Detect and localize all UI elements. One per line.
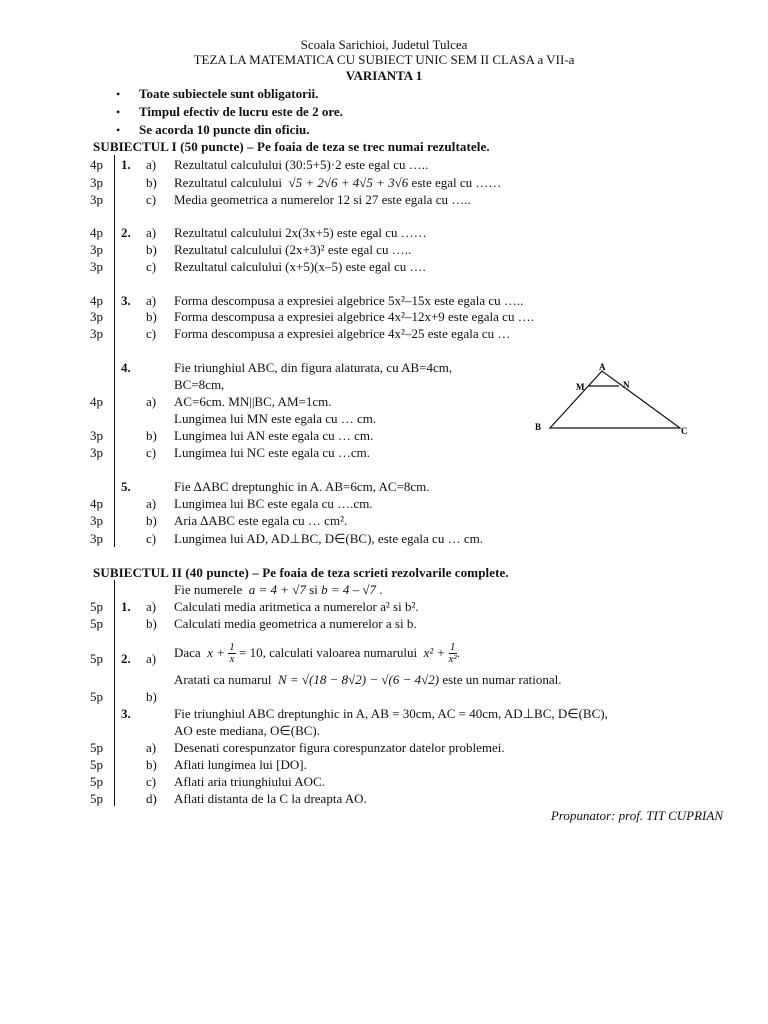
item-text: Daca x + $\frac{1}{x}$ = 10, calculati valoarea numarului x² + $\frac{1}{\text{x²}}$ . xyxy=(174,640,460,665)
item-letter: b) xyxy=(146,757,157,772)
fraction-one-over-x: $\frac{1}{x}$ xyxy=(229,640,235,665)
item-letter: c) xyxy=(146,445,157,460)
points: 3p xyxy=(90,192,103,207)
points: 4p xyxy=(90,293,103,308)
points: 3p xyxy=(90,309,103,324)
points: 5p xyxy=(90,599,103,614)
rule-item: Toate subiectele sunt obligatorii. xyxy=(139,86,319,101)
exam-title: TEZA LA MATEMATICA CU SUBIECT UNIC SEM II CLASA a VII-a xyxy=(193,52,575,67)
vertex-label-b: B xyxy=(535,422,542,432)
fraction-one-over-x2: $\frac{1}{\text{x²}}$ xyxy=(448,640,457,665)
item-text: AC=6cm. MN||BC, AM=1cm. xyxy=(174,394,332,409)
radical-expression: N = √(18 − 8√2) − √(6 − 4√2) xyxy=(277,672,440,687)
item-text: Aflati distanta de la C la dreapta AO. xyxy=(174,791,367,806)
radical-expression: √5 + 2√6 + 4√5 + 3√6 xyxy=(288,175,409,190)
item-letter: c) xyxy=(146,326,157,341)
item-text: AO este mediana, O∈(BC). xyxy=(174,723,320,738)
bullet-icon: • xyxy=(116,105,121,119)
question-number: 3. xyxy=(121,706,131,721)
item-letter: a) xyxy=(146,394,157,409)
item-text: BC=8cm, xyxy=(174,377,225,392)
item-letter: c) xyxy=(146,259,157,274)
item-letter: c) xyxy=(146,774,157,789)
item-text: Rezultatul calculului (30:5+5)·2 este egal cu ….. xyxy=(174,157,429,172)
points: 5p xyxy=(90,651,103,666)
points: 3p xyxy=(90,428,103,443)
item-text: Rezultatul calculului (2x+3)² este egal cu ….. xyxy=(174,242,412,257)
item-text: Fie triunghiul ABC dreptunghic in A, AB = 30cm, AC = 40cm, AD⊥BC, D∈(BC), xyxy=(174,706,608,721)
question-number: 5. xyxy=(121,479,131,494)
item-text: Lungimea lui MN este egala cu … cm. xyxy=(174,411,377,426)
numbers-definition: Fie numerele a = 4 + √7 si b = 4 – √7 . xyxy=(174,582,383,597)
question-number: 1. xyxy=(121,599,131,614)
points: 3p xyxy=(90,242,103,257)
question-number: 2. xyxy=(121,651,131,666)
item-letter: b) xyxy=(146,175,157,190)
bullet-icon: • xyxy=(116,123,121,137)
item-letter: b) xyxy=(146,616,157,631)
points: 3p xyxy=(90,513,103,528)
vertex-label-a: A xyxy=(599,362,606,372)
question-number: 1. xyxy=(121,157,131,172)
item-text: Aflati lungimea lui [DO]. xyxy=(174,757,307,772)
item-text: Forma descompusa a expresiei algebrice 4x²–12x+9 este egala cu …. xyxy=(174,309,534,324)
item-letter: c) xyxy=(146,192,157,207)
points: 3p xyxy=(90,531,103,546)
points: 3p xyxy=(90,445,103,460)
question-number: 3. xyxy=(121,293,131,308)
item-letter: a) xyxy=(146,157,157,172)
item-text: Fie triunghiul ABC, din figura alaturata, cu AB=4cm, xyxy=(174,360,453,375)
item-text: Lungimea lui BC este egala cu ….cm. xyxy=(174,496,373,511)
section1-margin-line xyxy=(114,155,115,547)
points: 5p xyxy=(90,757,103,772)
points: 4p xyxy=(90,496,103,511)
item-letter: a) xyxy=(146,651,157,666)
question-number: 2. xyxy=(121,225,131,240)
item-letter: a) xyxy=(146,225,157,240)
section1-title: SUBIECTUL I (50 puncte) – Pe foaia de teza se trec numai rezultatele. xyxy=(93,139,490,154)
points: 4p xyxy=(90,157,103,172)
points: 4p xyxy=(90,394,103,409)
item-text: Lungimea lui AD, AD⊥BC, D∈(BC), este egala cu … cm. xyxy=(174,531,483,546)
item-text: Lungimea lui NC este egala cu …cm. xyxy=(174,445,371,460)
item-letter: b) xyxy=(146,689,157,704)
vertex-label-n: N xyxy=(623,380,630,390)
points: 4p xyxy=(90,225,103,240)
item-text: Aratati ca numarul N = √(18 − 8√2) − √(6 − 4√2) este un numar rational. xyxy=(174,672,562,687)
item-letter: b) xyxy=(146,242,157,257)
points: 5p xyxy=(90,774,103,789)
item-letter: a) xyxy=(146,599,157,614)
section2-margin-line xyxy=(114,580,115,806)
vertex-label-m: M xyxy=(576,382,585,392)
item-letter: a) xyxy=(146,496,157,511)
points: 3p xyxy=(90,175,103,190)
item-text: Forma descompusa a expresiei algebrice 5x²–15x este egala cu ….. xyxy=(174,293,524,308)
item-letter: c) xyxy=(146,531,157,546)
question-number: 4. xyxy=(121,360,131,375)
variant-label: VARIANTA 1 xyxy=(345,68,423,83)
item-text: Aflati aria triunghiului AOC. xyxy=(174,774,325,789)
triangle-abc xyxy=(550,371,680,428)
bullet-icon: • xyxy=(116,87,121,101)
item-letter: b) xyxy=(146,513,157,528)
item-text: Desenati corespunzator figura corespunzator datelor problemei. xyxy=(174,740,505,755)
points: 5p xyxy=(90,689,103,704)
rule-item: Se acorda 10 puncte din oficiu. xyxy=(139,122,310,137)
item-letter: a) xyxy=(146,740,157,755)
points: 3p xyxy=(90,326,103,341)
item-text: Media geometrica a numerelor 12 si 27 este egala cu ….. xyxy=(174,192,471,207)
author-signature: Propunator: prof. TIT CUPRIAN xyxy=(550,808,723,823)
item-letter: b) xyxy=(146,428,157,443)
triangle-figure xyxy=(528,362,698,437)
item-text: Calculati media geometrica a numerelor a si b. xyxy=(174,616,417,631)
item-text: Aria ∆ABC este egala cu … cm². xyxy=(174,513,348,528)
item-letter: a) xyxy=(146,293,157,308)
school-name: Scoala Sarichioi, Judetul Tulcea xyxy=(300,37,468,52)
item-text: Rezultatul calculului (x+5)(x–5) este egal cu …. xyxy=(174,259,426,274)
item-letter: d) xyxy=(146,791,157,806)
points: 3p xyxy=(90,259,103,274)
item-text: Lungimea lui AN este egala cu … cm. xyxy=(174,428,374,443)
item-text: Forma descompusa a expresiei algebrice 4x²–25 este egala cu … xyxy=(174,326,511,341)
rule-item: Timpul efectiv de lucru este de 2 ore. xyxy=(139,104,343,119)
item-letter: b) xyxy=(146,309,157,324)
points: 5p xyxy=(90,740,103,755)
item-text: Calculati media aritmetica a numerelor a² si b². xyxy=(174,599,419,614)
points: 5p xyxy=(90,616,103,631)
item-text: Fie ∆ABC dreptunghic in A. AB=6cm, AC=8cm. xyxy=(174,479,430,494)
item-text: Rezultatul calculului √5 + 2√6 + 4√5 + 3√6 este egal cu …… xyxy=(174,175,502,190)
section2-title: SUBIECTUL II (40 puncte) – Pe foaia de teza scrieti rezolvarile complete. xyxy=(93,565,509,580)
vertex-label-c: C xyxy=(681,426,688,436)
item-text: Rezultatul calculului 2x(3x+5) este egal cu …… xyxy=(174,225,427,240)
points: 5p xyxy=(90,791,103,806)
